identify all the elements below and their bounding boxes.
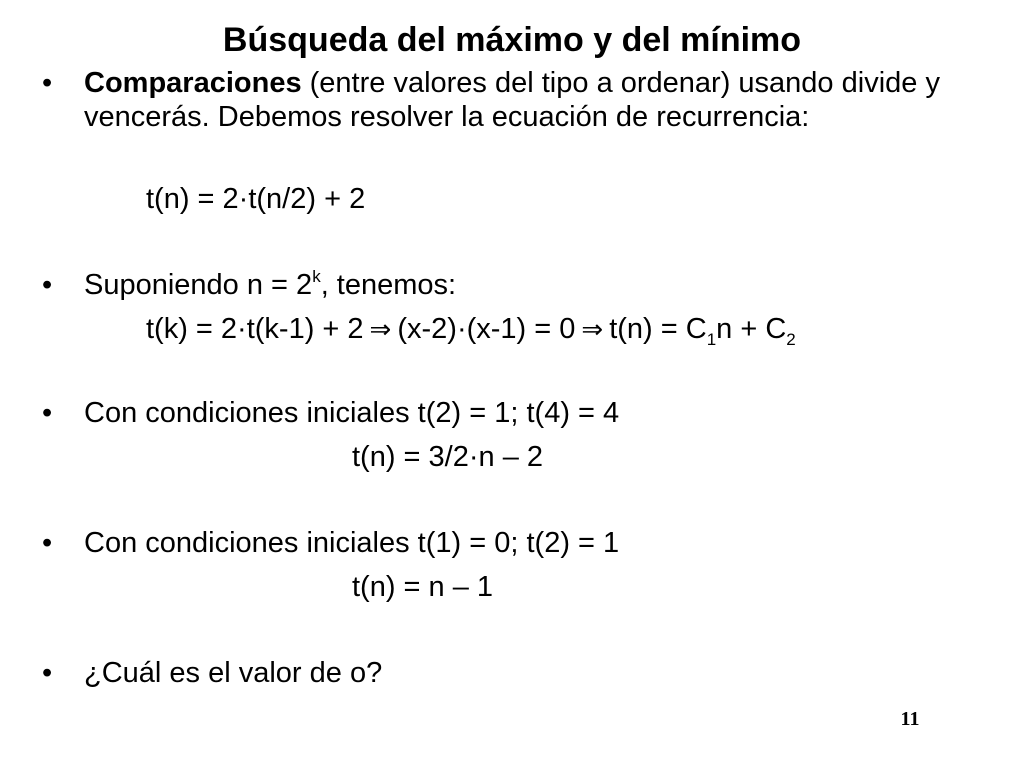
implies-arrow-icon: ⇒	[581, 315, 604, 345]
formula-left: t(k) = 2·t(k-1) + 2	[146, 313, 364, 345]
bullet-marker: •	[42, 269, 53, 301]
slide-title: Búsqueda del máximo y del mínimo	[222, 21, 802, 59]
subscript-2: 2	[786, 330, 796, 349]
subscript-1: 1	[706, 330, 717, 349]
bullet-text-suponiendo	[84, 268, 964, 302]
text-part: , tenemos:	[320, 269, 457, 301]
bullet-marker: •	[42, 397, 53, 429]
bullet-marker: •	[42, 527, 53, 559]
superscript-k: k	[312, 267, 321, 286]
page-number: 11	[900, 708, 920, 730]
bullet-text-question: ¿Cuál es el valor de o?	[84, 657, 383, 689]
formula-mid: (x-2)·(x-1) = 0	[397, 313, 576, 345]
bullet-text-comparaciones	[84, 66, 964, 134]
implies-arrow-icon: ⇒	[369, 315, 392, 345]
formula-characteristic	[146, 312, 796, 347]
formula-solution-2: t(n) = n – 1	[352, 571, 494, 603]
bullet-text-condiciones-1: Con condiciones iniciales t(2) = 1; t(4) = 4	[84, 397, 620, 429]
formula-solution-1: t(n) = 3/2·n – 2	[352, 441, 544, 473]
bold-term: Comparaciones	[84, 67, 302, 99]
formula-right: n + C	[716, 313, 787, 345]
bullet-marker: •	[42, 657, 53, 689]
bullet-text: (entre valores del tipo a ordenar) usando divide y vencerás. Debemos resolver la ecuación de recurrencia:	[84, 67, 940, 133]
formula-recurrence: t(n) = 2·t(n/2) + 2	[146, 183, 366, 215]
formula-right: t(n) = C	[609, 313, 707, 345]
bullet-text-condiciones-2: Con condiciones iniciales t(1) = 0; t(2) = 1	[84, 527, 620, 559]
bullet-marker: •	[42, 67, 53, 99]
text-part: Suponiendo n = 2	[84, 269, 313, 301]
